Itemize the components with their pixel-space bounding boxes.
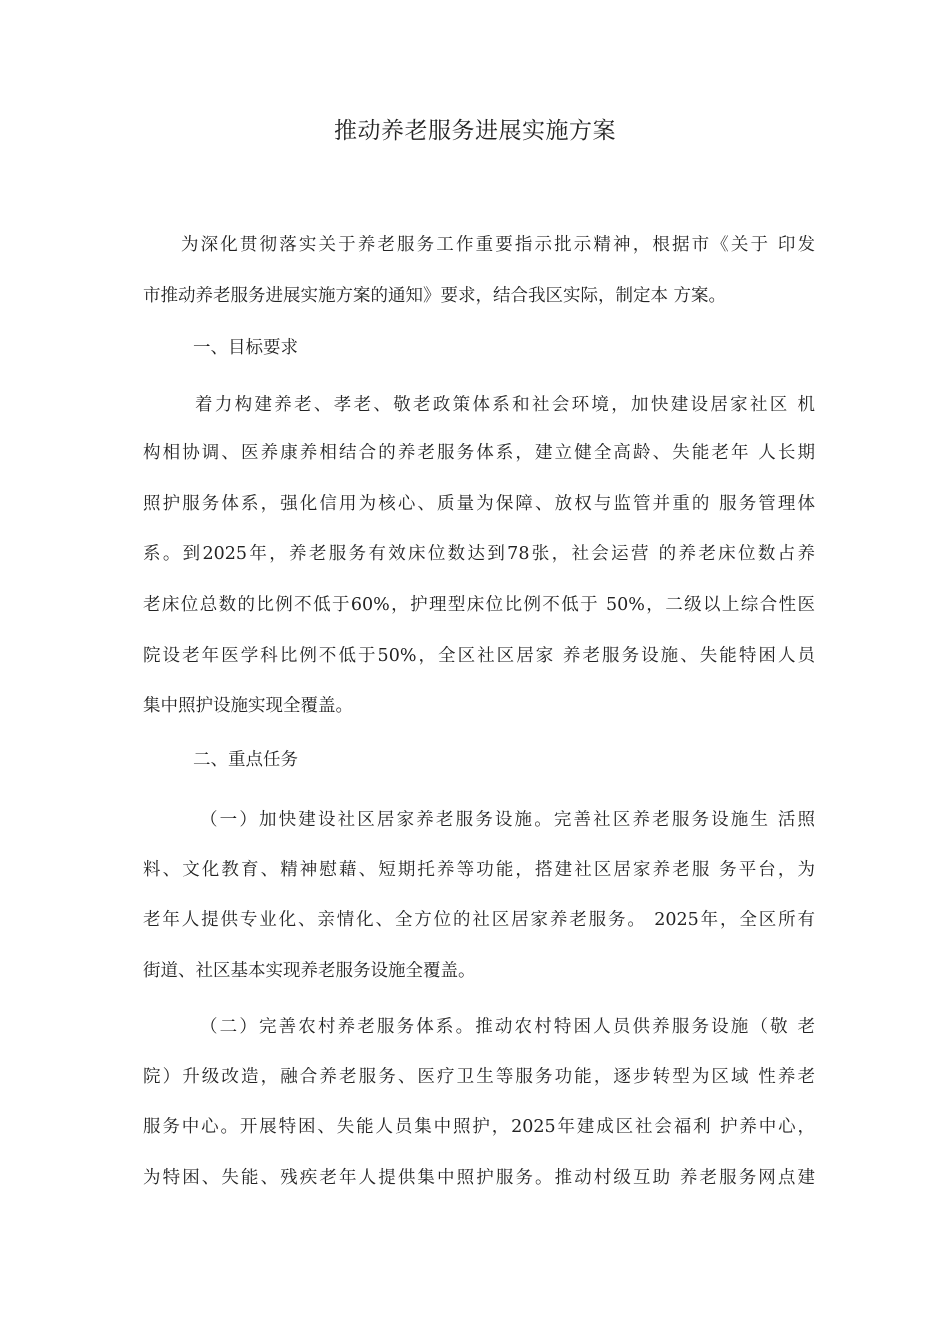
paragraph-line: 老床位总数的比例不低于60%，护理型床位比例不低于 50%，二级以上综合性医 [143,595,815,615]
paragraph-line: 着力构建养老、孝老、敬老政策体系和社会环境，加快建设居家社区 机 [195,395,815,415]
paragraph-line: 为深化贯彻落实关于养老服务工作重要指示批示精神，根据市《关于 印发 [181,235,815,255]
section-heading-goals: 一、目标要求 [193,338,298,358]
paragraph-line: 院设老年医学科比例不低于50%，全区社区居家 养老服务设施、失能特困人员 [143,646,815,666]
paragraph-line: 系。到2025年，养老服务有效床位数达到78张，社会运营 的养老床位数占养 [143,544,815,564]
paragraph-line: 为特困、失能、残疾老年人提供集中照护服务。推动村级互助 养老服务网点建 [143,1168,815,1188]
document-title: 推动养老服务进展实施方案 [334,118,616,144]
paragraph-line: 料、文化教育、精神慰藉、短期托养等功能，搭建社区居家养老服 务平台，为 [143,860,815,880]
paragraph-line: 院）升级改造，融合养老服务、医疗卫生等服务功能，逐步转型为区域 性养老 [143,1067,815,1087]
paragraph-line: 街道、社区基本实现养老服务设施全覆盖。 [143,961,476,981]
section-heading-tasks: 二、重点任务 [193,750,298,770]
paragraph-line: 构相协调、医养康养相结合的养老服务体系，建立健全高龄、失能老年 人长期 [143,443,815,463]
paragraph-line: （一）加快建设社区居家养老服务设施。完善社区养老服务设施生 活照 [200,810,815,830]
paragraph-line: 照护服务体系，强化信用为核心、质量为保障、放权与监管并重的 服务管理体 [143,494,815,514]
paragraph-line: （二）完善农村养老服务体系。推动农村特困人员供养服务设施（敬 老 [200,1017,815,1037]
paragraph-line: 服务中心。开展特困、失能人员集中照护，2025年建成区社会福利 护养中心， [143,1117,815,1137]
paragraph-line: 市推动养老服务进展实施方案的通知》要求，结合我区实际，制定本 方案。 [143,286,727,306]
paragraph-line: 老年人提供专业化、亲情化、全方位的社区居家养老服务。 2025年，全区所有 [143,910,815,930]
paragraph-line: 集中照护设施实现全覆盖。 [143,696,353,716]
